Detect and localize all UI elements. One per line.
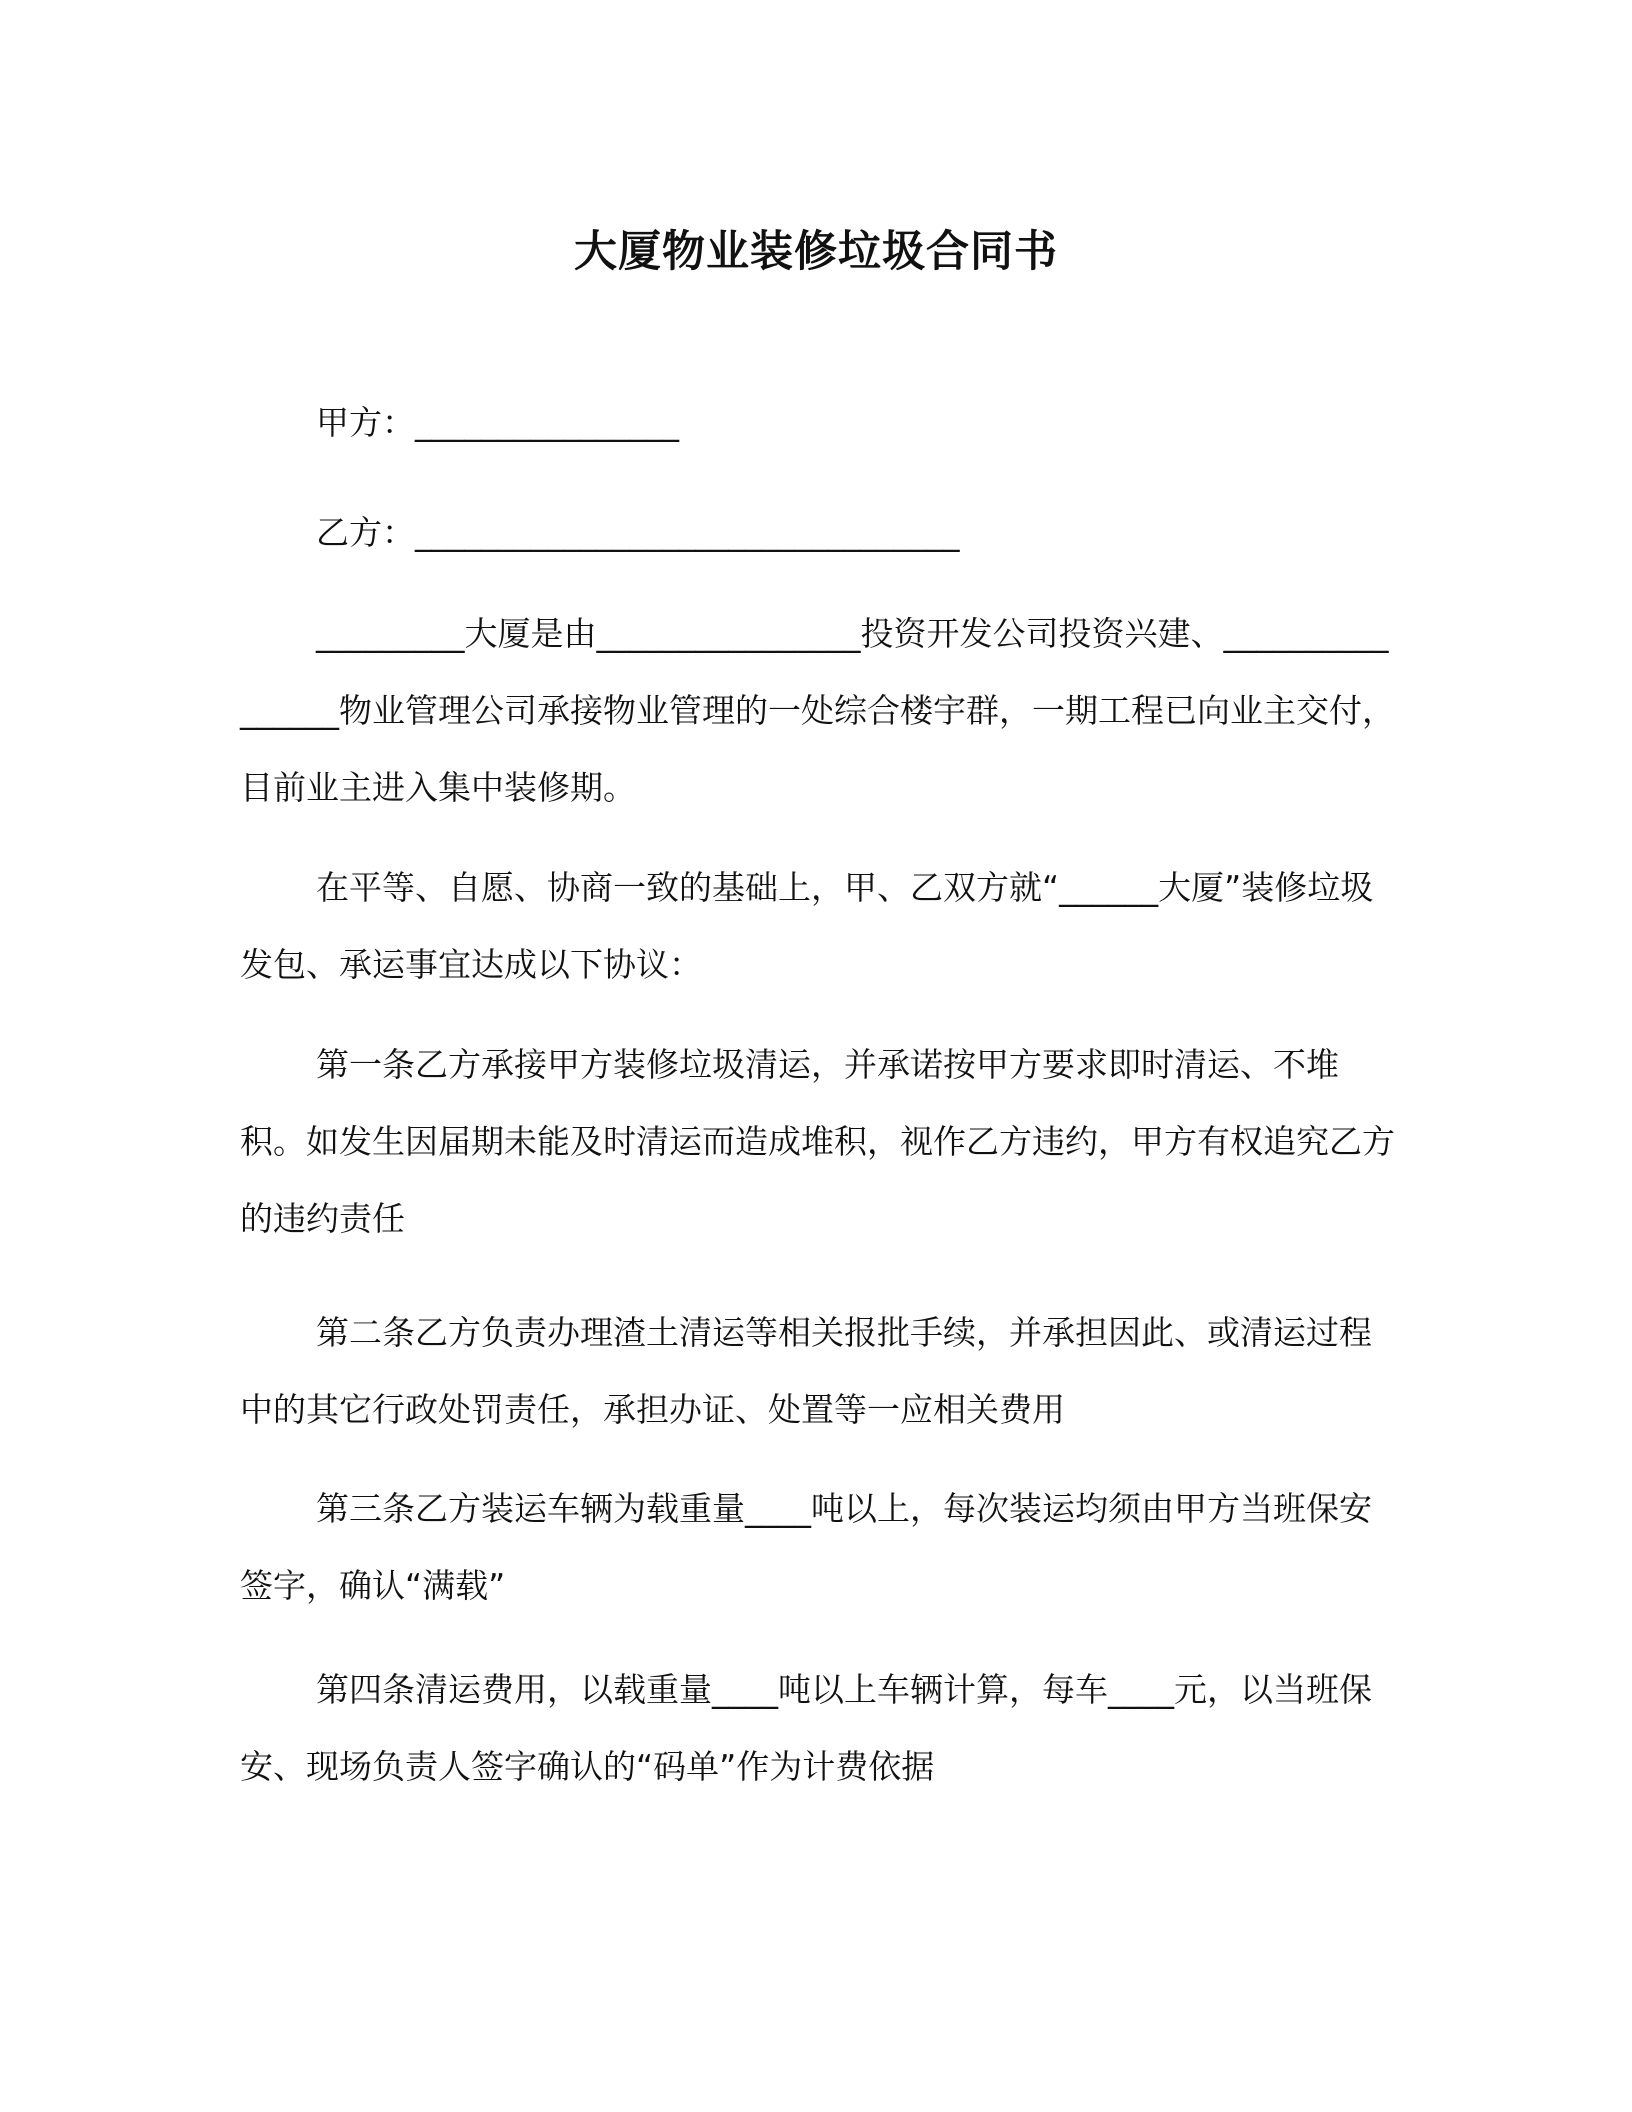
party-b-line: 乙方：_________________________________: [316, 513, 960, 552]
document-title: 大厦物业装修垃圾合同书: [574, 227, 1058, 277]
paragraph-agreement: 在平等、自愿、协商一致的基础上，甲、乙双方就“______大厦”装修垃圾发包、承运事宜达成以下协议：: [240, 868, 1374, 984]
paragraph-article-1: 第一条乙方承接甲方装修垃圾清运，并承诺按甲方要求即时清运、不堆积。如发生因届期未能及时清运而造成堆积，视作乙方违约，甲方有权追究乙方的违约责任: [240, 1045, 1395, 1238]
paragraph-article-2: 第二条乙方负责办理渣土清运等相关报批手续，并承担因此、或清运过程中的其它行政处罚责任，承担办证、处置等一应相关费用: [240, 1313, 1372, 1429]
paragraph-intro: _________大厦是由________________投资开发公司投资兴建、________________物业管理公司承接物业管理的一处综合楼宇群，一期工程已向业主交付，目前业主进入集中装修期。: [240, 614, 1395, 807]
paragraph-article-3: 第三条乙方装运车辆为载重量____吨以上，每次装运均须由甲方当班保安签字，确认“满载”: [240, 1489, 1372, 1605]
party-a-line: 甲方：________________: [316, 403, 679, 442]
paragraph-article-4: 第四条清运费用，以载重量____吨以上车辆计算，每车____元，以当班保安、现场负责人签字确认的“码单”作为计费依据: [240, 1670, 1372, 1786]
